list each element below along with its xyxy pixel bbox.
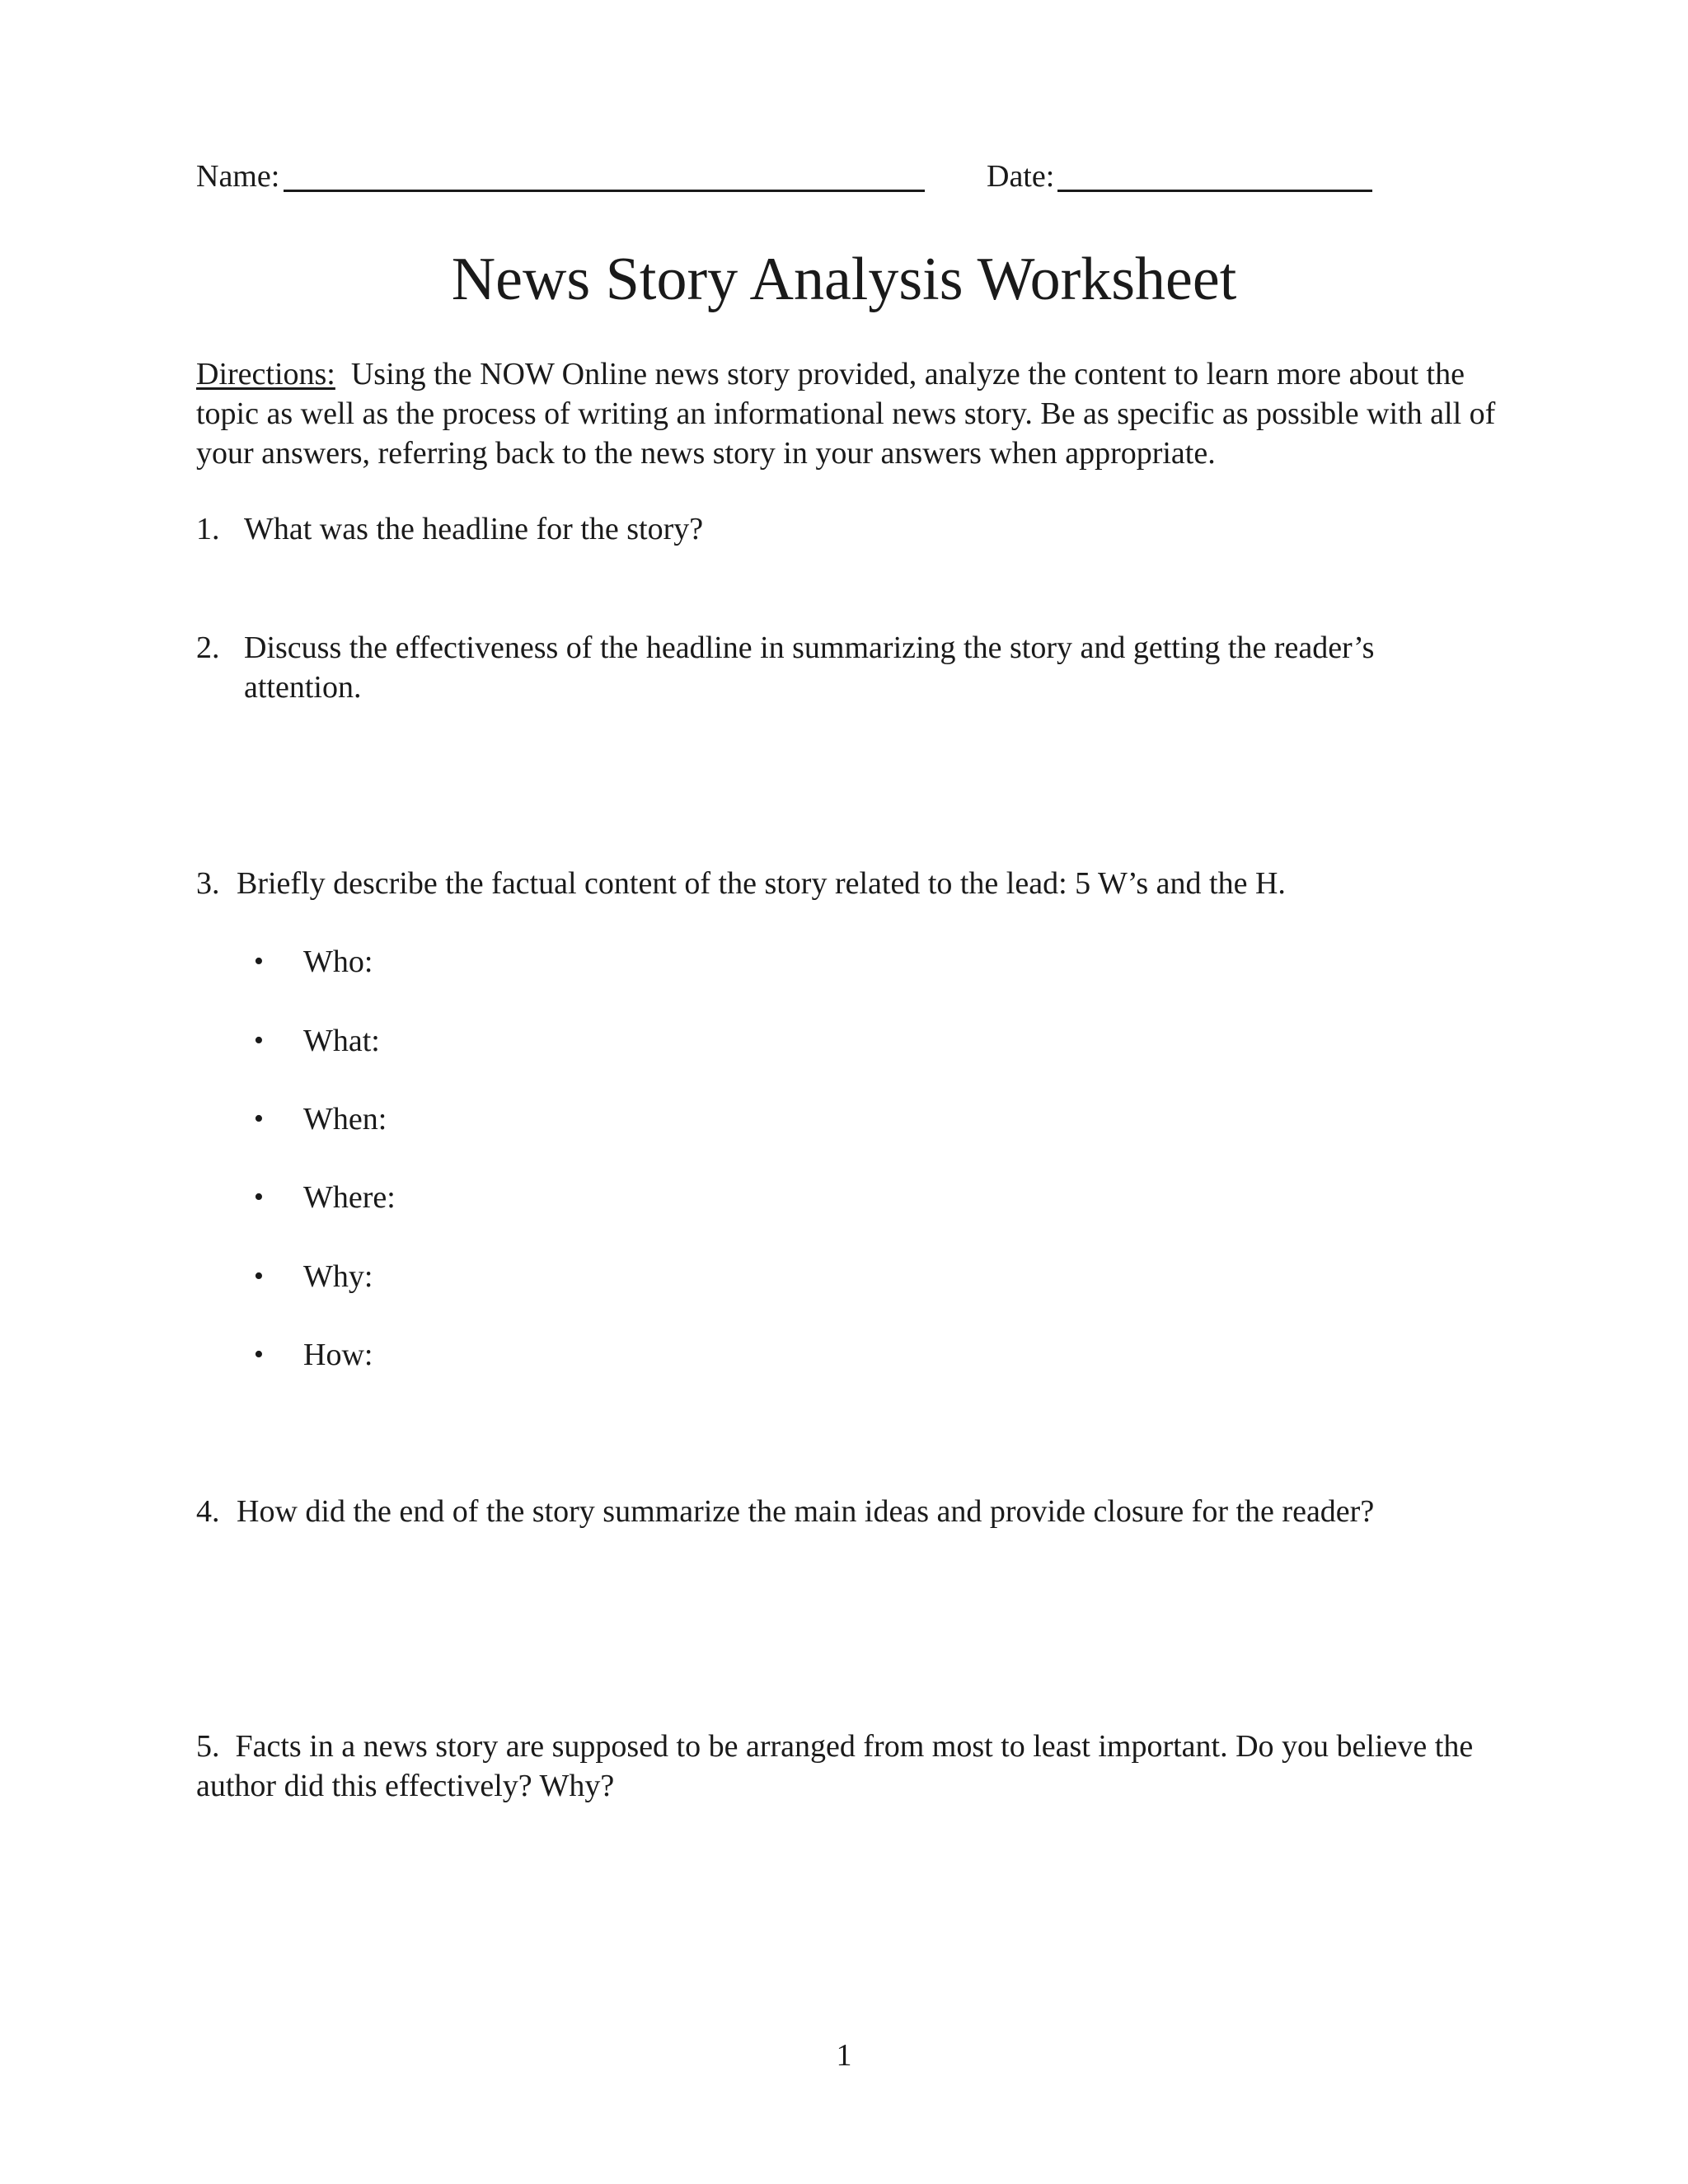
bullet-icon: •: [254, 1182, 264, 1212]
why-label: Why:: [303, 1259, 373, 1294]
question-2-text: Discuss the effectiveness of the headline in summarizing the story and getting the reader’s attention.: [244, 630, 1375, 705]
directions-paragraph: [196, 354, 1498, 473]
directions-label: Directions:: [196, 357, 335, 391]
how-label: How:: [303, 1338, 373, 1372]
page-title: News Story Analysis Worksheet: [451, 246, 1237, 313]
question-2-number: 2.: [196, 630, 220, 665]
question-1-text: What was the headline for the story?: [244, 512, 704, 546]
when-label: When:: [303, 1102, 387, 1137]
who-label: Who:: [303, 944, 373, 979]
name-blank-line: [284, 190, 925, 192]
page-number: 1: [836, 2038, 852, 2073]
bullet-icon: •: [254, 1025, 264, 1056]
question-4-text: How did the end of the story summarize the main ideas and provide closure for the reader?: [237, 1494, 1375, 1529]
question-5-text: Facts in a news story are supposed to be arranged from most to least important. Do you believe the author did this effectively? Why?: [196, 1729, 1474, 1803]
date-label: Date:: [987, 159, 1055, 194]
question-1-number: 1.: [196, 512, 220, 546]
bullet-icon: •: [254, 1104, 264, 1134]
date-blank-line: [1057, 190, 1372, 192]
bullet-icon: •: [254, 946, 264, 977]
question-5: [196, 1727, 1490, 1806]
question-5-number: 5.: [196, 1729, 220, 1764]
what-label: What:: [303, 1024, 380, 1058]
question-3-number: 3.: [196, 866, 220, 901]
question-3-text: Briefly describe the factual content of the story related to the lead: 5 W’s and the H.: [237, 866, 1286, 901]
bullet-icon: •: [254, 1261, 264, 1291]
bullet-icon: •: [254, 1339, 264, 1370]
directions-text: Using the NOW Online news story provided, analyze the content to learn more about the topic as well as the process of writing an informational news story. Be as specific as possible with all of your answers, referring back to the news story in your answers when appropriate.: [196, 357, 1496, 471]
question-4-number: 4.: [196, 1494, 220, 1529]
where-label: Where:: [303, 1180, 396, 1215]
name-label: Name:: [196, 159, 280, 194]
